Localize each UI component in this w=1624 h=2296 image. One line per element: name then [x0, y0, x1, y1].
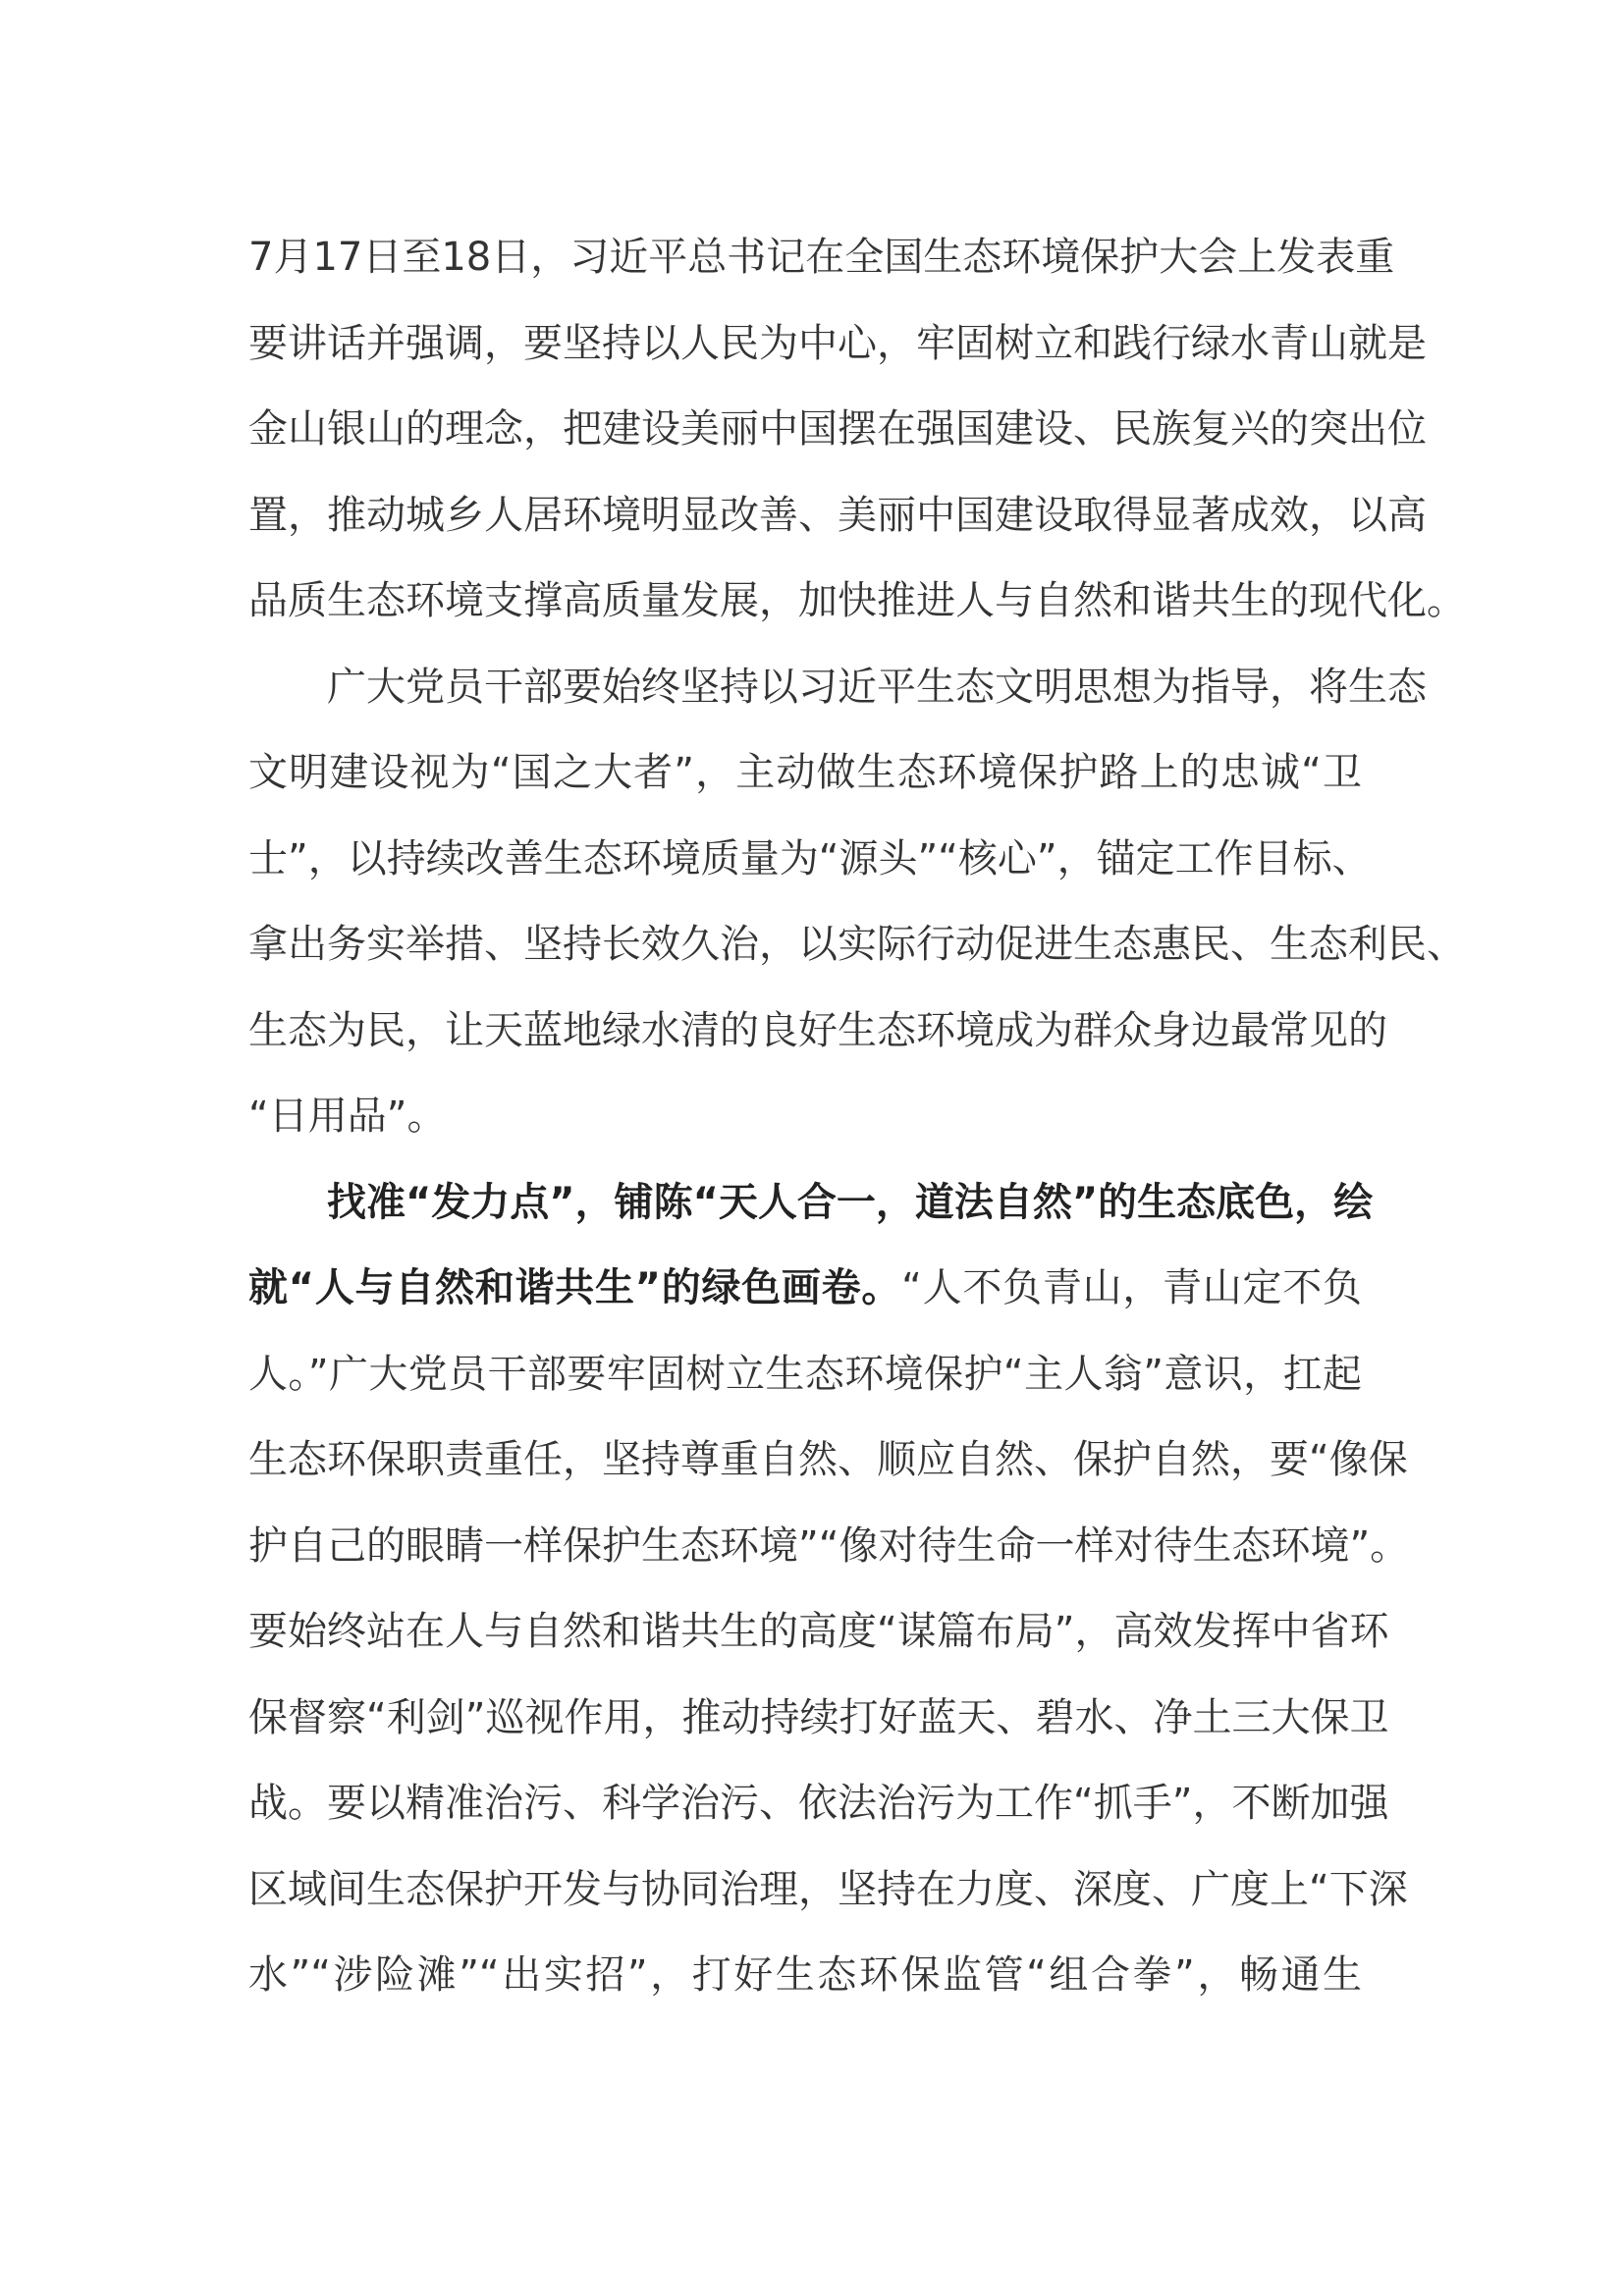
- paragraph-1: [248, 215, 1466, 645]
- document-body: [248, 215, 1466, 2019]
- text-line: 生态为民，让天蓝地绿水清的良好生态环境成为群众身边最常见的: [248, 1007, 1387, 1053]
- text-line: 品质生态环境支撑高质量发展，加快推进人与自然和谐共生的现代化。: [248, 578, 1466, 623]
- text-line: 要始终站在人与自然和谐共生的高度“谋篇布局”，高效发挥中省环: [248, 1609, 1389, 1654]
- text-line: 战。要以精准治污、科学治污、依法治污为工作“抓手”，不断加强: [248, 1781, 1389, 1826]
- bold-heading-line: 找准“发力点”，铺陈“天人合一，道法自然”的生态底色，绘: [327, 1179, 1374, 1225]
- text-line: 生态环保职责重任，坚持尊重自然、顺应自然、保护自然，要“像保: [248, 1437, 1408, 1482]
- text-line: 广大党员干部要始终坚持以习近平生态文明思想为指导，将生态: [327, 664, 1427, 710]
- text-line: 水”“涉险滩”“出实招”，打好生态环保监管“组合拳”，畅通生: [248, 1952, 1362, 1998]
- text-line: 要讲话并强调，要坚持以人民为中心，牢固树立和践行绿水青山就是: [248, 320, 1427, 366]
- text-line: 拿出务实举措、坚持长效久治，以实际行动促进生态惠民、生态利民、: [248, 922, 1466, 967]
- bold-heading-text: 就“人与自然和谐共生”的绿色画卷。: [248, 1265, 902, 1310]
- text-line: 保督察“利剑”巡视作用，推动持续打好蓝天、碧水、净土三大保卫: [248, 1694, 1389, 1740]
- text-line: 文明建设视为“国之大者”，主动做生态环境保护路上的忠诚“卫: [248, 750, 1362, 795]
- text-line: “日用品”。: [248, 1094, 447, 1139]
- text-line: [248, 1246, 1362, 1332]
- text-line: 7月17日至18日，习近平总书记在全国生态环境保护大会上发表重: [248, 235, 1395, 280]
- text-line: 护自己的眼睛一样保护生态环境”“像对待生命一样对待生态环境”。: [248, 1522, 1410, 1569]
- text-line: 人。”广大党员干部要牢固树立生态环境保护“主人翁”意识，扛起: [248, 1351, 1362, 1397]
- text-line: 置，推动城乡人居环境明显改善、美丽中国建设取得显著成效，以高: [248, 492, 1427, 538]
- quote-text: “人不负青山，青山定不负: [901, 1265, 1362, 1310]
- paragraph-2: [248, 645, 1466, 1160]
- text-line: 金山银山的理念，把建设美丽中国摆在强国建设、民族复兴的突出位: [248, 406, 1427, 452]
- paragraph-3: [248, 1160, 1410, 2019]
- text-line: 士”，以持续改善生态环境质量为“源头”“核心”，锚定工作目标、: [248, 835, 1372, 881]
- text-line: 区域间生态保护开发与协同治理，坚持在力度、深度、广度上“下深: [248, 1866, 1408, 1912]
